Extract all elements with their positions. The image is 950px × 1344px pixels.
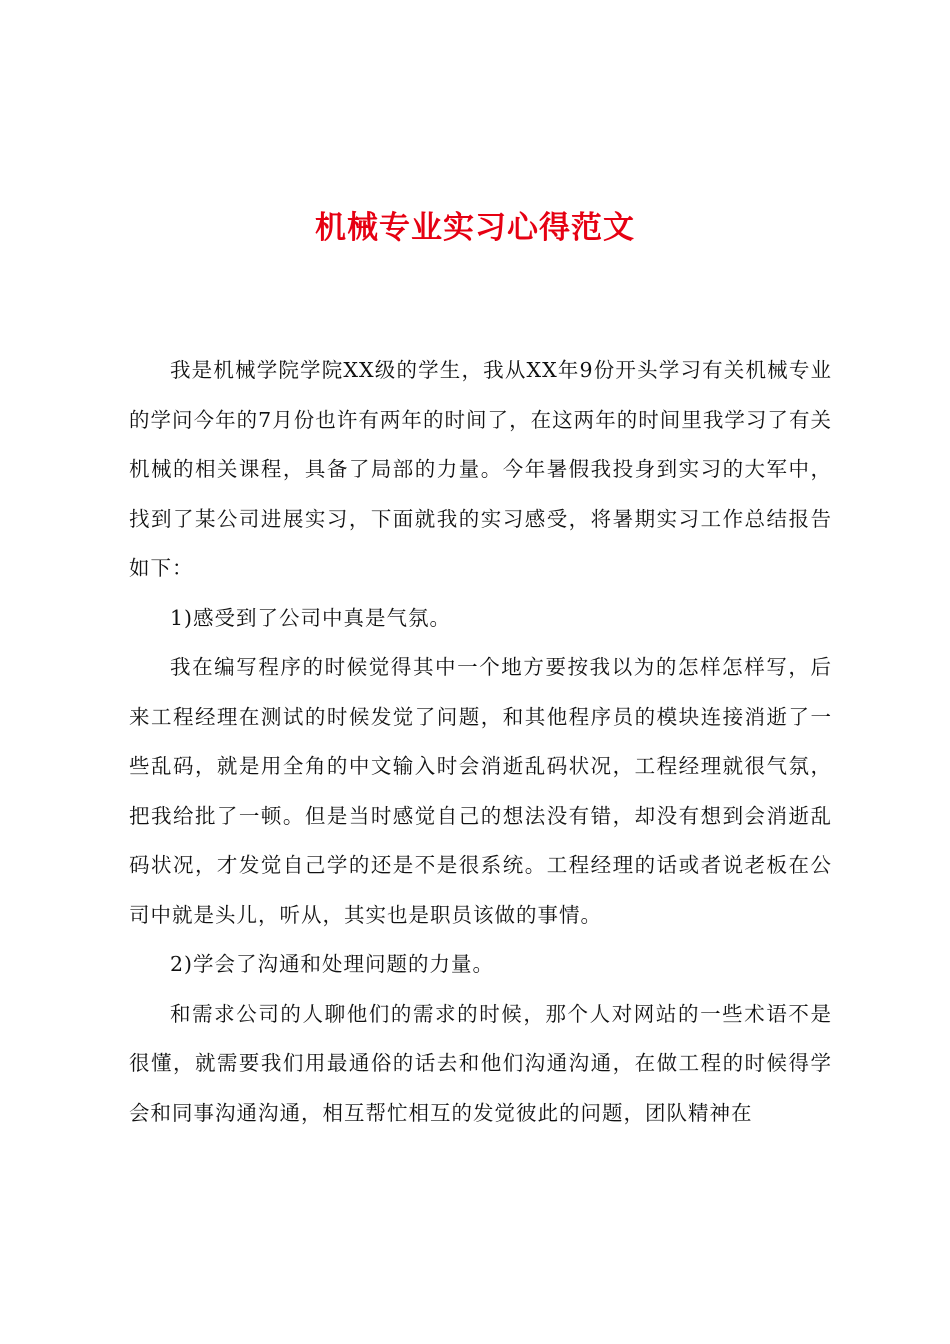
- paragraph-heading-1: 1)感受到了公司中真是气氛。: [170, 605, 452, 630]
- paragraph-heading-2: 2)学会了沟通和处理问题的力量。: [170, 952, 495, 976]
- paragraph-section-1: 我在编写程序的时候觉得其中一个地方要按我以为的怎样怎样写，后来工程经理在测试的时候发觉了问题，和其他程序员的模块连接消逝了一些乱码，就是用全角的中文输入时会消逝乱码状况，工程经理就很气氛，把我给批了一顿。但是当时感觉自己的想法没有错，却没有想到会消逝乱码状况，才发觉自己学的还是不是很系统。工程经理的话或者说老板在公司中就是头儿，听从，其实也是职员该做的事情。: [129, 655, 832, 927]
- paragraph-intro: 我是机械学院学院XX级的学生，我从XX年9份开头学习有关机械专业的学问今年的7月份也许有两年的时间了，在这两年的时间里我学习了有关机械的相关课程，具备了局部的力量。今年暑假我投身到实习的大军中，找到了某公司进展实习，下面就我的实习感受，将暑期实习工作总结报告如下：: [129, 358, 832, 580]
- document-body: [129, 346, 832, 1138]
- paragraph-section-2: 和需求公司的人聊他们的需求的时候，那个人对网站的一些术语不是很懂，就需要我们用最通俗的话去和他们沟通沟通，在做工程的时候得学会和同事沟通沟通，相互帮忙相互的发觉彼此的问题，团队精神在: [129, 1001, 832, 1125]
- document-title: 机械专业实习心得范文: [315, 210, 635, 246]
